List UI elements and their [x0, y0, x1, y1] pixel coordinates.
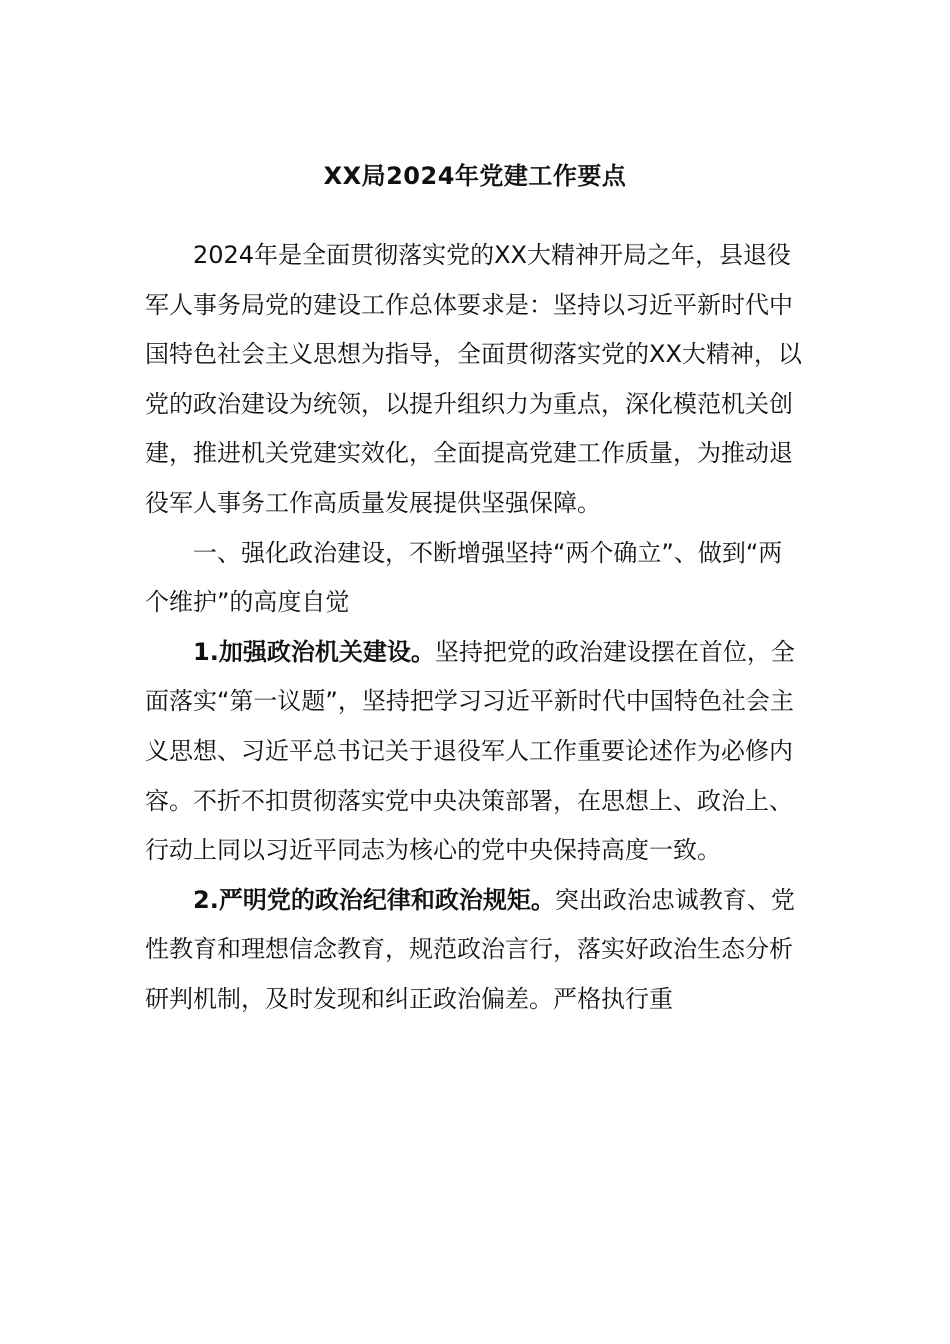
item-lead: 1.加强政治机关建设。 — [193, 637, 435, 666]
item-text: 突出政治忠诚教育、党性教育和理想信念教育，规范政治言行，落实好政治生态分析研判机制，及时发现和纠正政治偏差。严格执行重 — [145, 885, 795, 1013]
list-item — [145, 628, 805, 876]
document-body — [145, 231, 805, 1025]
list-item — [145, 876, 805, 1025]
section-heading: 一、强化政治建设，不断增强坚持“两个确立”、做到“两个维护”的高度自觉 — [145, 538, 783, 617]
item-lead: 2.严明党的政治纪律和政治规矩。 — [193, 885, 555, 914]
item-text: 坚持把党的政治建设摆在首位，全面落实“第一议题”，坚持把学习习近平新时代中国特色社会主义思想、习近平总书记关于退役军人工作重要论述作为必修内容。不折不扣贯彻落实党中央决策部署，在思想上、政治上、行动上同以习近平同志为核心的党中央保持高度一致。 — [145, 637, 795, 865]
document-title: XX局2024年党建工作要点 — [323, 162, 627, 190]
intro-paragraph: 2024年是全面贯彻落实党的XX大精神开局之年，县退役军人事务局党的建设工作总体要求是：坚持以习近平新时代中国特色社会主义思想为指导，全面贯彻落实党的XX大精神，以党的政治建设为统领，以提升组织力为重点，深化模范机关创建，推进机关党建实效化，全面提高党建工作质量，为推动退役军人事务工作高质量发展提供坚强保障。 — [145, 241, 802, 517]
